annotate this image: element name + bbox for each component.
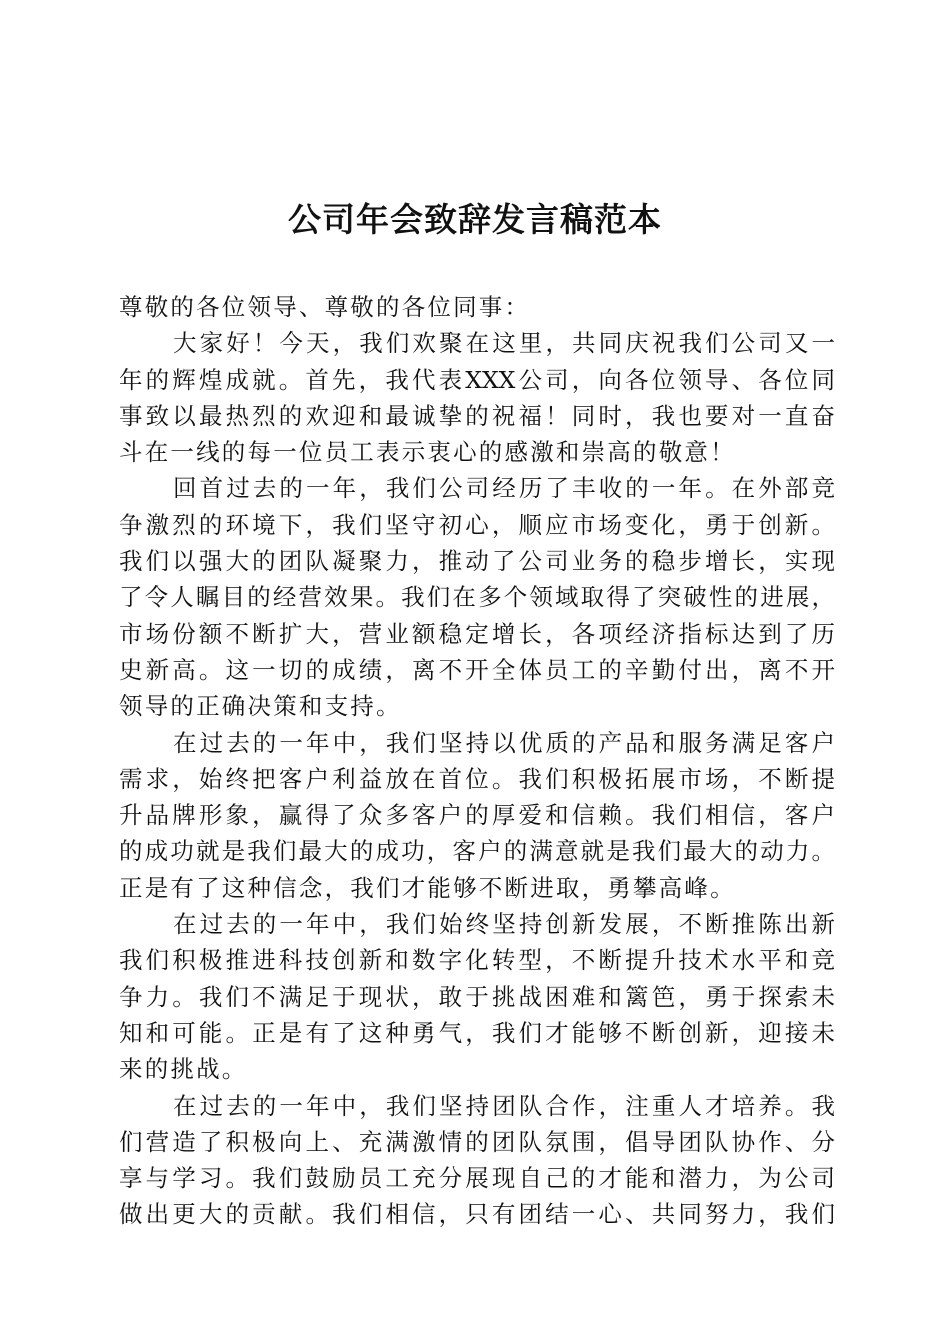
text-line: 的成功就是我们最大的成功，客户的满意就是我们最大的动力。 <box>119 837 835 866</box>
text-line: 领导的正确决策和支持。 <box>119 692 402 721</box>
text-line: 了令人瞩目的经营效果。我们在多个领域取得了突破性的进展， <box>119 583 835 612</box>
text-line: 在过去的一年中，我们坚持团队合作，注重人才培养。我 <box>173 1091 835 1120</box>
text-line: 我们以强大的团队凝聚力，推动了公司业务的稳步增长，实现 <box>119 547 835 576</box>
text-line: 回首过去的一年，我们公司经历了丰收的一年。在外部竞 <box>173 474 835 503</box>
text-line: 史新高。这一切的成绩，离不开全体员工的辛勤付出，离不开 <box>119 655 835 684</box>
text-line: 正是有了这种信念，我们才能够不断进取，勇攀高峰。 <box>119 873 736 902</box>
text-line: 争力。我们不满足于现状，敢于挑战困难和篱笆，勇于探索未 <box>119 982 835 1011</box>
text-line: 在过去的一年中，我们坚持以优质的产品和服务满足客户 <box>173 728 835 757</box>
text-line: 知和可能。正是有了这种勇气，我们才能够不断创新，迎接未 <box>119 1018 835 1047</box>
text-line: 需求，始终把客户利益放在首位。我们积极拓展市场，不断提 <box>119 764 835 793</box>
text-line: 事致以最热烈的欢迎和最诚挚的祝福！同时，我也要对一直奋 <box>119 401 835 430</box>
document-title: 公司年会致辞发言稿范本 <box>288 200 662 239</box>
text-line: 尊敬的各位领导、尊敬的各位同事： <box>119 293 531 321</box>
text-line: 争激烈的环境下，我们坚守初心，顺应市场变化，勇于创新。 <box>119 510 835 539</box>
text-line: 我们积极推进科技创新和数字化转型，不断提升技术水平和竞 <box>119 946 835 975</box>
text-line: 大家好！今天，我们欢聚在这里，共同庆祝我们公司又一 <box>173 329 835 358</box>
text-line: 做出更大的贡献。我们相信，只有团结一心、共同努力，我们 <box>119 1200 835 1229</box>
text-line: 在过去的一年中，我们始终坚持创新发展，不断推陈出新 <box>173 910 835 939</box>
text-line: 们营造了积极向上、充满激情的团队氛围，倡导团队协作、分 <box>119 1127 835 1156</box>
text-line: 年的辉煌成就。首先，我代表XXX公司，向各位领导、各位同 <box>119 365 835 394</box>
document-body <box>119 289 835 1233</box>
text-line: 斗在一线的每一位员工表示衷心的感激和崇高的敬意！ <box>119 438 736 467</box>
text-line: 升品牌形象，赢得了众多客户的厚爱和信赖。我们相信，客户 <box>119 801 835 830</box>
text-line: 来的挑战。 <box>119 1055 248 1084</box>
text-line: 市场份额不断扩大，营业额稳定增长，各项经济指标达到了历 <box>119 619 835 648</box>
text-line: 享与学习。我们鼓励员工充分展现自己的才能和潜力，为公司 <box>119 1164 835 1193</box>
